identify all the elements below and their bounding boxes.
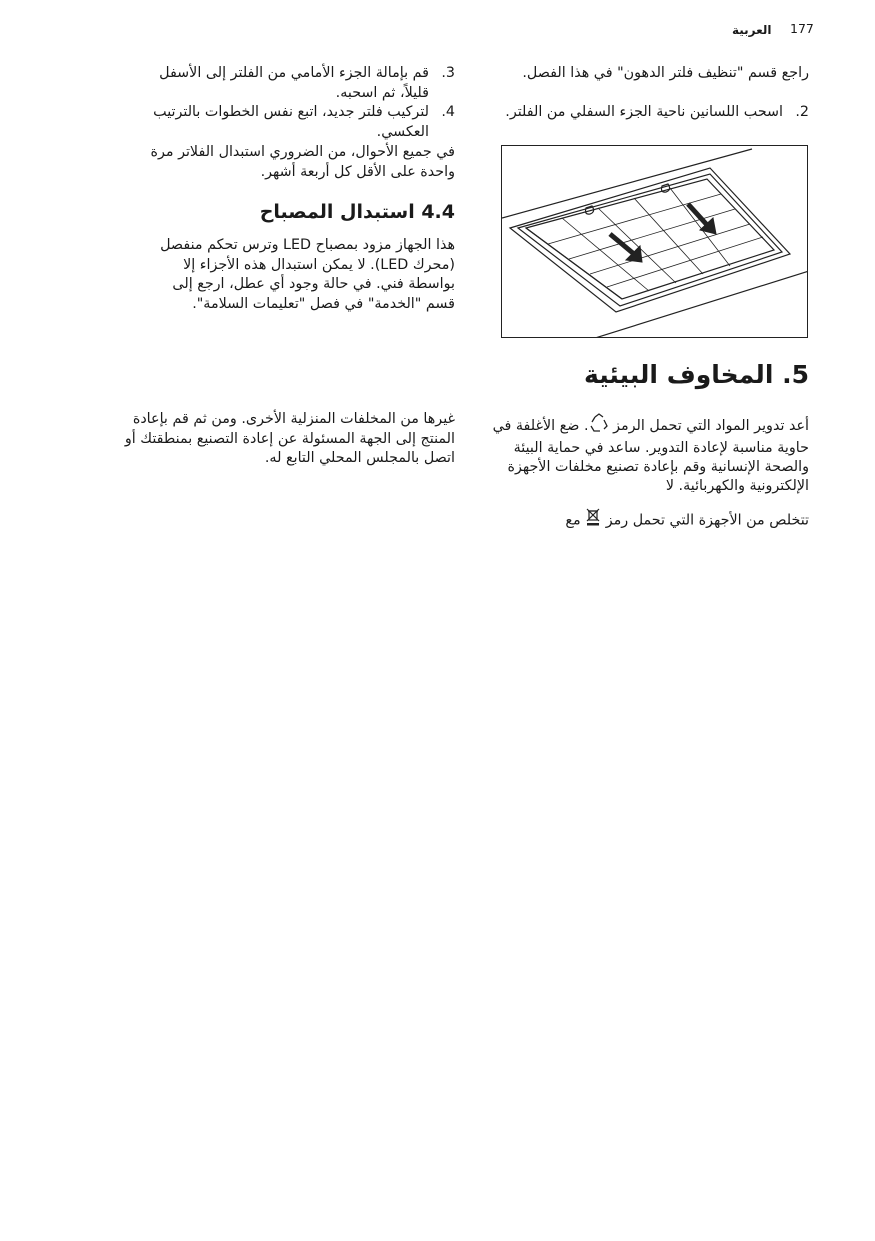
weee-text-before: تتخلص من الأجهزة التي تحمل رمز	[605, 512, 809, 529]
step-3	[138, 64, 455, 103]
crossed-bin-icon	[585, 508, 601, 533]
step-2-number: 2.	[795, 104, 809, 120]
lamp-paragraph: هذا الجهاز مزود بمصباح LED وترس تحكم منفصل (محرك LED). لا يمكن استبدال هذه الأجزاء إلا بواسطة فني. في حالة وجود أي عطل، ارجع إلى قسم "الخدمة" في فصل "تعليمات السلامة".	[160, 237, 455, 312]
disposal-paragraph: غيرها من المخلفات المنزلية الأخرى. ومن ثم قم بإعادة المنتج إلى الجهة المسئولة عن إعادة التصنيع بمنطقتك أو اتصل بالمجلس المحلي التابع له.	[124, 411, 455, 466]
header-language: العربية	[732, 23, 772, 37]
page-number: 177	[790, 21, 814, 36]
step-4-number: 4.	[441, 104, 455, 120]
section-4-4-title: 4.4 استبدال المصباح	[259, 201, 455, 223]
filter-figure	[501, 145, 808, 338]
step-4	[138, 103, 455, 142]
step-4-text: لتركيب فلتر جديد، اتبع نفس الخطوات بالترتيب العكسي.	[153, 104, 429, 140]
weee-text-after: مع	[565, 512, 581, 529]
step-3-text: قم بإمالة الجزء الأمامي من الفلتر إلى الأسفل قليلاً، ثم اسحبه.	[159, 65, 429, 101]
recycle-icon	[589, 413, 609, 439]
intro-paragraph: راجع قسم "تنظيف فلتر الدهون" في هذا الفصل.	[522, 65, 809, 81]
weee-paragraph	[500, 508, 809, 533]
recycle-text-after: . ضع الأغلفة في حاوية مناسبة لإعادة التدوير. ساعد في حماية البيئة والصحة الإنسانية وقم بإعادة تصنيع مخلفات الأجهزة الإلكترونية والكهربائية. لا	[492, 418, 809, 494]
step-2-text: اسحب اللسانين ناحية الجزء السفلي من الفلتر.	[505, 104, 783, 120]
grease-filter-removal-illustration	[502, 146, 808, 338]
step-2	[500, 103, 809, 123]
step-3-number: 3.	[441, 65, 455, 81]
page-header	[732, 21, 817, 39]
recycle-text-before: أعد تدوير المواد التي تحمل الرمز	[613, 418, 809, 434]
recycle-paragraph	[490, 413, 809, 496]
section-5-title: 5. المخاوف البيئية	[584, 360, 809, 389]
filter-replacement-note: في جميع الأحوال، من الضروري استبدال الفلاتر مرة واحدة على الأقل كل أربعة أشهر.	[150, 144, 455, 180]
